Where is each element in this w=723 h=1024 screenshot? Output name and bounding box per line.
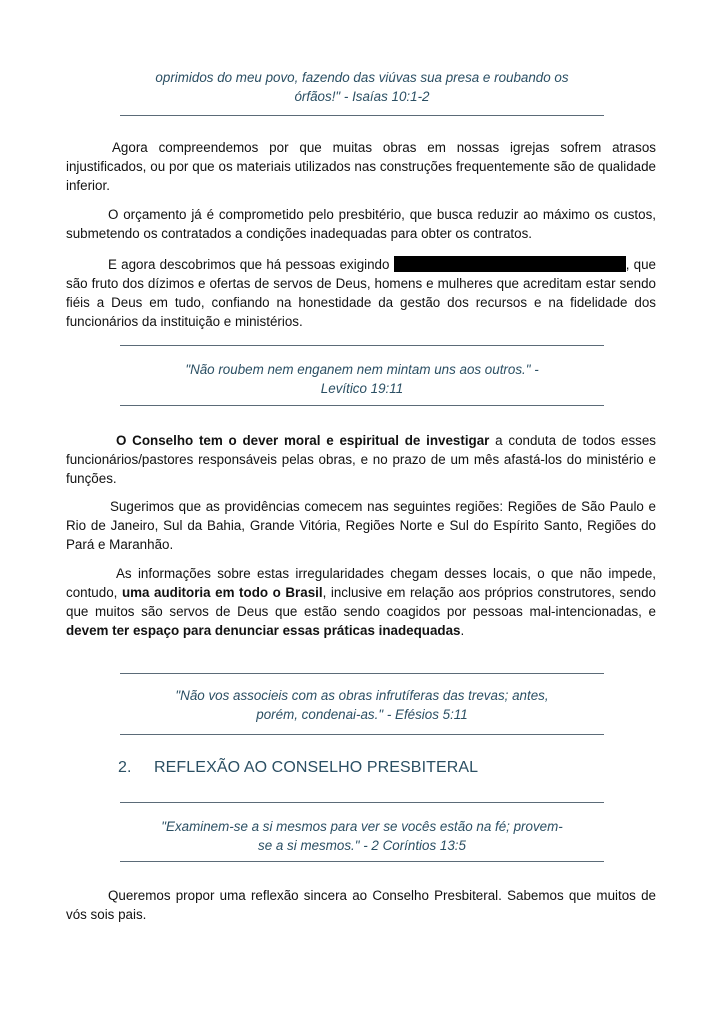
section-heading <box>118 759 478 777</box>
divider <box>120 734 604 735</box>
paragraph <box>66 431 656 488</box>
paragraph-text: a conduta de todos esses funcionários/pastores responsáveis pelas obras, e no prazo de um mês afastá-los do ministério e funções. <box>66 433 656 486</box>
paragraph-bold: devem ter espaço para denunciar essas práticas inadequadas <box>66 623 461 638</box>
divider <box>120 861 604 862</box>
quote-line: se a si mesmos." - 2 Coríntios 13:5 <box>258 838 466 853</box>
paragraph-text: O orçamento já é comprometido pelo presbitério, que busca reduzir ao máximo os custos, submetendo os contratados a condições inadequadas para obter os contratos. <box>66 207 656 241</box>
paragraph-text: Sugerimos que as providências comecem nas seguintes regiões: Regiões de São Paulo e Rio de Janeiro, Sul da Bahia, Grande Vitória, Regiões Norte e Sul do Espírito Santo, Regiões do Pará e Maranhão. <box>66 499 656 552</box>
quote-line: porém, condenai-as." - Efésios 5:11 <box>256 707 468 722</box>
paragraph-text: , que são fruto dos dízimos e ofertas de servos de Deus, homens e mulheres que acreditam estar sendo fiéis a Deus em tudo, confiando na honestidade da gestão dos recursos e na fidelidade dos funcionários da instituição e ministérios. <box>66 257 656 329</box>
paragraph <box>66 255 656 331</box>
paragraph <box>66 886 656 924</box>
quote-line: órfãos!" - Isaías 10:1-2 <box>294 89 430 104</box>
quote-line: "Examinem-se a si mesmos para ver se vocês estão na fé; provem- <box>161 819 563 834</box>
paragraph-bold: O Conselho tem o dever moral e espiritual de investigar <box>116 433 490 448</box>
paragraph-text: Agora compreendemos por que muitas obras em nossas igrejas sofrem atrasos injustificados, ou por que os materiais utilizados nas construções frequentemente são de qualidade inferior. <box>66 140 656 193</box>
quote-efesios <box>120 686 604 724</box>
divider <box>120 673 604 674</box>
paragraph-text: As informações sobre estas irregularidades chegam desses locais, o que não impede, contudo, <box>66 566 656 600</box>
divider <box>120 115 604 116</box>
paragraph <box>66 205 656 243</box>
quote-line: "Não vos associeis com as obras infrutíferas das trevas; antes, <box>175 688 549 703</box>
divider <box>120 405 604 406</box>
paragraph <box>66 564 656 640</box>
paragraph-text: Queremos propor uma reflexão sincera ao Conselho Presbiteral. Sabemos que muitos de vós sois pais. <box>66 888 656 922</box>
quote-line: oprimidos do meu povo, fazendo das viúvas sua presa e roubando os <box>155 70 569 85</box>
divider <box>120 345 604 346</box>
redaction-bar <box>394 256 626 272</box>
section-number: 2. <box>118 759 132 776</box>
paragraph-text: , inclusive em relação aos próprios construtores, sendo que muitos são servos de Deus que estão sendo coagidos por pessoas mal-intencionadas, e <box>66 585 656 619</box>
paragraph-bold: uma auditoria em todo o Brasil <box>121 585 323 600</box>
quote-isaias <box>120 68 604 106</box>
divider <box>120 802 604 803</box>
quote-corintios <box>120 817 604 855</box>
paragraph <box>66 138 656 195</box>
quote-levitico <box>120 360 604 398</box>
quote-line: Levítico 19:11 <box>320 381 404 396</box>
section-title: REFLEXÃO AO CONSELHO PRESBITERAL <box>154 759 479 776</box>
paragraph-text: E agora descobrimos que há pessoas exigindo <box>108 257 390 272</box>
quote-line: "Não roubem nem enganem nem mintam uns aos outros." - <box>185 362 539 377</box>
paragraph-text: . <box>460 623 465 638</box>
paragraph <box>66 497 656 554</box>
